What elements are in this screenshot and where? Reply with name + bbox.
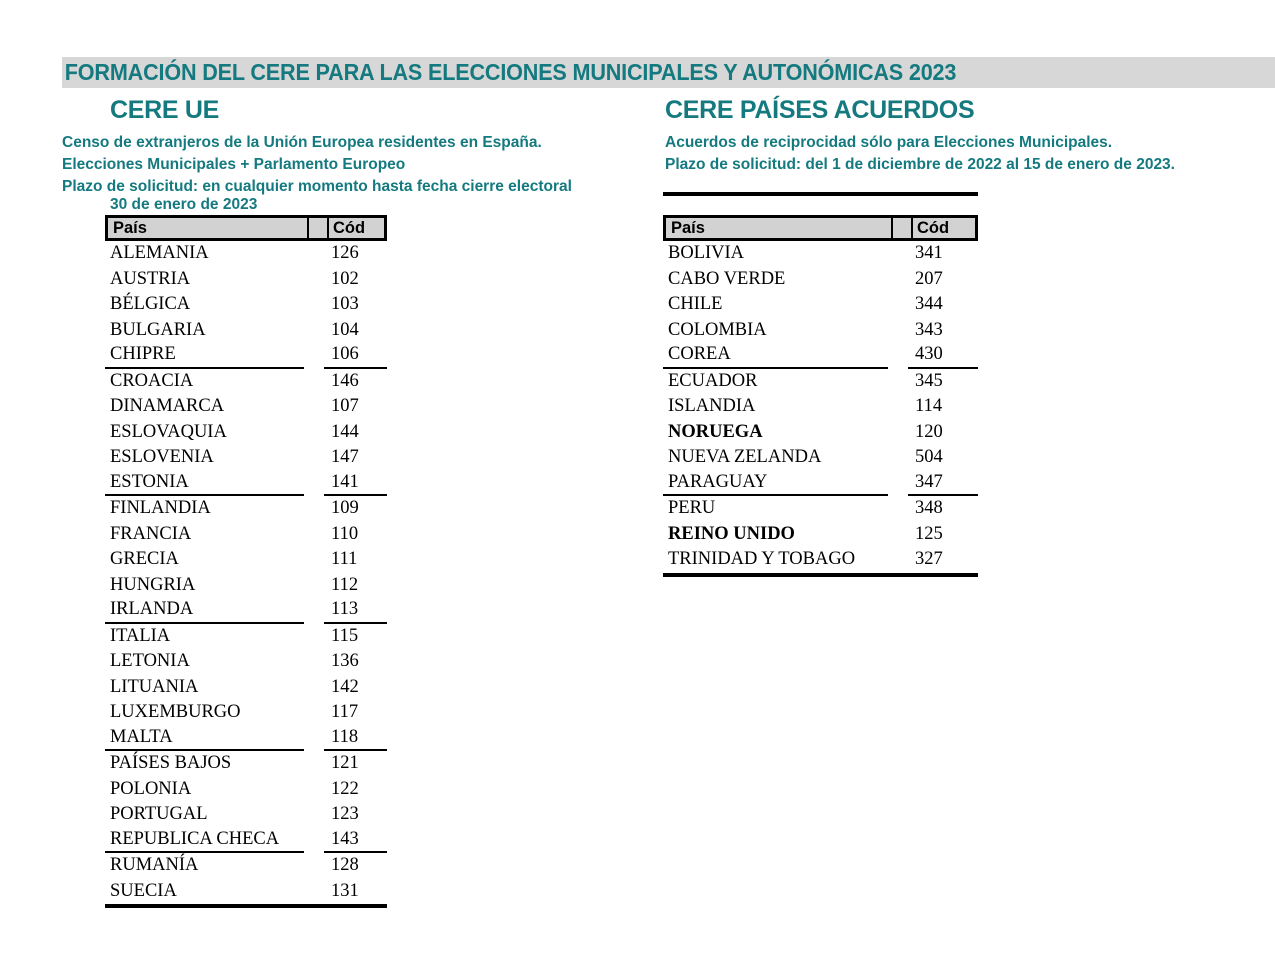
code-cell: 109 (331, 498, 359, 519)
country-cell: HUNGRIA (110, 574, 196, 595)
table-row (105, 879, 387, 905)
table-body (663, 241, 978, 577)
table-row (105, 624, 387, 650)
code-cell: 114 (915, 396, 943, 417)
table-row (663, 318, 978, 344)
code-cell: 125 (915, 523, 943, 544)
country-cell: MALTA (105, 726, 304, 752)
country-cell: FINLANDIA (110, 498, 211, 519)
country-cell: LUXEMBURGO (110, 702, 241, 723)
table-row (663, 496, 978, 522)
code-cell: 142 (331, 676, 359, 697)
table-row (105, 675, 387, 701)
code-cell: 141 (324, 471, 387, 497)
country-cell: CROACIA (110, 370, 194, 391)
code-cell: 341 (915, 243, 943, 264)
country-cell: CHIPRE (105, 343, 304, 369)
table-row (105, 292, 387, 318)
table-row (105, 241, 387, 267)
table-row (105, 751, 387, 777)
country-cell: PARAGUAY (663, 471, 888, 497)
code-cell: 343 (915, 319, 943, 340)
code-cell: 144 (331, 421, 359, 442)
column-gap (888, 445, 908, 471)
country-cell: ALEMANIA (110, 243, 209, 264)
column-gap (888, 522, 908, 548)
cere-ue-description-line-1: Censo de extranjeros de la Unión Europea residentes en España. (62, 134, 542, 151)
code-cell: 113 (324, 598, 387, 624)
table-row (105, 496, 387, 522)
cere-ue-heading: CERE UE (110, 96, 220, 124)
table-header-row (105, 215, 387, 241)
code-cell: 118 (324, 726, 387, 752)
country-cell: AUSTRIA (110, 268, 191, 289)
country-cell: TRINIDAD Y TOBAGO (668, 549, 856, 570)
country-cell: CHILE (668, 294, 723, 315)
table-body (105, 241, 387, 908)
table-row (663, 343, 978, 369)
column-gap (304, 853, 324, 879)
code-cell: 112 (331, 574, 359, 595)
code-cell: 348 (915, 498, 943, 519)
code-cell: 110 (331, 523, 359, 544)
column-gap (888, 343, 908, 369)
column-gap (888, 394, 908, 420)
column-gap (888, 267, 908, 293)
code-cell: 128 (331, 855, 359, 876)
country-cell: ITALIA (110, 625, 171, 646)
table-row (105, 267, 387, 293)
country-cell: ESLOVAQUIA (110, 421, 227, 442)
country-cell: FRANCIA (110, 523, 192, 544)
column-gap-header (307, 218, 327, 238)
code-cell: 327 (915, 549, 943, 570)
code-cell: 123 (331, 804, 359, 825)
code-cell: 102 (331, 268, 359, 289)
column-gap (304, 420, 324, 446)
cere-acuerdos-description-line-2: Plazo de solicitud: del 1 de diciembre de 2022 al 15 de enero de 2023. (665, 156, 1175, 173)
table-row (663, 241, 978, 267)
country-cell: ISLANDIA (668, 396, 756, 417)
column-gap (304, 649, 324, 675)
table-row (105, 445, 387, 471)
country-cell: SUECIA (110, 880, 177, 901)
table-row (105, 369, 387, 395)
country-cell: REPUBLICA CHECA (105, 828, 304, 854)
table-row (105, 573, 387, 599)
code-cell: 121 (331, 753, 359, 774)
table-header-row (663, 215, 978, 241)
code-cell: 136 (331, 651, 359, 672)
column-gap (304, 675, 324, 701)
column-gap (888, 420, 908, 446)
table-row (663, 394, 978, 420)
column-gap (888, 547, 908, 573)
column-gap (888, 292, 908, 318)
cere-ue-description-line-3: Plazo de solicitud: en cualquier momento hasta fecha cierre electoral (62, 178, 572, 195)
country-cell: CABO VERDE (668, 268, 786, 289)
country-cell: IRLANDA (105, 598, 304, 624)
country-cell: REINO UNIDO (668, 523, 795, 544)
country-column-header: País (113, 218, 147, 237)
table-row (105, 726, 387, 752)
country-cell: BOLIVIA (668, 243, 745, 264)
code-cell: 344 (915, 294, 943, 315)
table-row (105, 853, 387, 879)
table-row (105, 471, 387, 497)
code-cell: 104 (331, 319, 359, 340)
page-title: FORMACIÓN DEL CERE PARA LAS ELECCIONES MUNICIPALES Y AUTONÓMICAS 2023 (64, 59, 957, 85)
cere-ue-description-line-2: Elecciones Municipales + Parlamento Europeo (62, 156, 406, 173)
table-row (105, 420, 387, 446)
column-gap (304, 751, 324, 777)
column-gap (304, 292, 324, 318)
column-gap-header (891, 218, 911, 238)
code-cell: 115 (331, 625, 359, 646)
table-row (105, 649, 387, 675)
code-cell: 146 (331, 370, 359, 391)
country-cell: NUEVA ZELANDA (668, 447, 822, 468)
column-gap (304, 241, 324, 267)
column-gap (304, 267, 324, 293)
table-row (663, 547, 978, 573)
code-cell: 111 (331, 549, 358, 570)
code-cell: 131 (331, 880, 359, 901)
table-row (663, 445, 978, 471)
table-row (663, 420, 978, 446)
code-cell: 207 (915, 268, 943, 289)
table-row (105, 522, 387, 548)
column-gap (304, 828, 324, 854)
country-cell: ESTONIA (105, 471, 304, 497)
table-row (105, 343, 387, 369)
column-gap (304, 879, 324, 905)
code-cell: 430 (908, 343, 978, 369)
column-gap (304, 624, 324, 650)
table-row (105, 777, 387, 803)
column-gap (304, 700, 324, 726)
table-row (105, 802, 387, 828)
cere-ue-description (62, 132, 572, 198)
cere-acuerdos-heading: CERE PAÍSES ACUERDOS (665, 96, 975, 124)
table-row (663, 522, 978, 548)
horizontal-rule (663, 192, 978, 196)
country-cell: COLOMBIA (668, 319, 767, 340)
code-cell: 504 (915, 447, 943, 468)
code-cell: 106 (324, 343, 387, 369)
country-cell: DINAMARCA (110, 396, 225, 417)
table-row (105, 318, 387, 344)
code-cell: 347 (908, 471, 978, 497)
table-row (105, 547, 387, 573)
document-title-bar (62, 57, 1275, 88)
country-cell: BÉLGICA (110, 294, 191, 315)
table-row (105, 394, 387, 420)
column-gap (304, 394, 324, 420)
country-cell: ESLOVENIA (110, 447, 214, 468)
code-cell: 143 (324, 828, 387, 854)
country-column-header: País (671, 218, 705, 237)
column-gap (304, 318, 324, 344)
column-gap (304, 726, 324, 752)
table-row (663, 292, 978, 318)
country-cell: PERU (668, 498, 716, 519)
table-row (663, 369, 978, 395)
country-cell: POLONIA (110, 778, 192, 799)
country-cell: ECUADOR (668, 370, 758, 391)
code-cell: 107 (331, 396, 359, 417)
code-cell: 117 (331, 702, 359, 723)
column-gap (304, 496, 324, 522)
country-cell: PAÍSES BAJOS (110, 753, 232, 774)
table-row (105, 598, 387, 624)
column-gap (304, 343, 324, 369)
table-row (105, 700, 387, 726)
country-cell: LITUANIA (110, 676, 199, 697)
country-cell: COREA (663, 343, 888, 369)
code-cell: 147 (331, 447, 359, 468)
column-gap (888, 471, 908, 497)
code-column-header: Cód (327, 218, 384, 238)
column-gap (304, 777, 324, 803)
cere-ue-table (105, 215, 387, 908)
column-gap (888, 369, 908, 395)
column-gap (304, 471, 324, 497)
column-gap (888, 318, 908, 344)
cere-acuerdos-description (665, 132, 1175, 176)
cere-ue-deadline: 30 de enero de 2023 (110, 196, 258, 213)
country-cell: GRECIA (110, 549, 179, 570)
column-gap (304, 598, 324, 624)
column-gap (304, 369, 324, 395)
column-gap (304, 522, 324, 548)
code-cell: 103 (331, 294, 359, 315)
table-row (105, 828, 387, 854)
column-gap (888, 241, 908, 267)
country-cell: RUMANÍA (110, 855, 199, 876)
column-gap (304, 573, 324, 599)
country-cell: BULGARIA (110, 319, 206, 340)
country-cell: LETONIA (110, 651, 190, 672)
code-cell: 126 (331, 243, 359, 264)
code-cell: 345 (915, 370, 943, 391)
code-cell: 120 (915, 421, 943, 442)
table-row (663, 267, 978, 293)
cere-acuerdos-description-line-1: Acuerdos de reciprocidad sólo para Elecciones Municipales. (665, 134, 1113, 151)
column-gap (304, 445, 324, 471)
table-row (663, 471, 978, 497)
column-gap (304, 802, 324, 828)
code-cell: 122 (331, 778, 359, 799)
country-cell: PORTUGAL (110, 804, 208, 825)
column-gap (888, 496, 908, 522)
country-cell: NORUEGA (668, 421, 763, 442)
cere-acuerdos-table (663, 215, 978, 577)
code-column-header: Cód (911, 218, 975, 238)
column-gap (304, 547, 324, 573)
